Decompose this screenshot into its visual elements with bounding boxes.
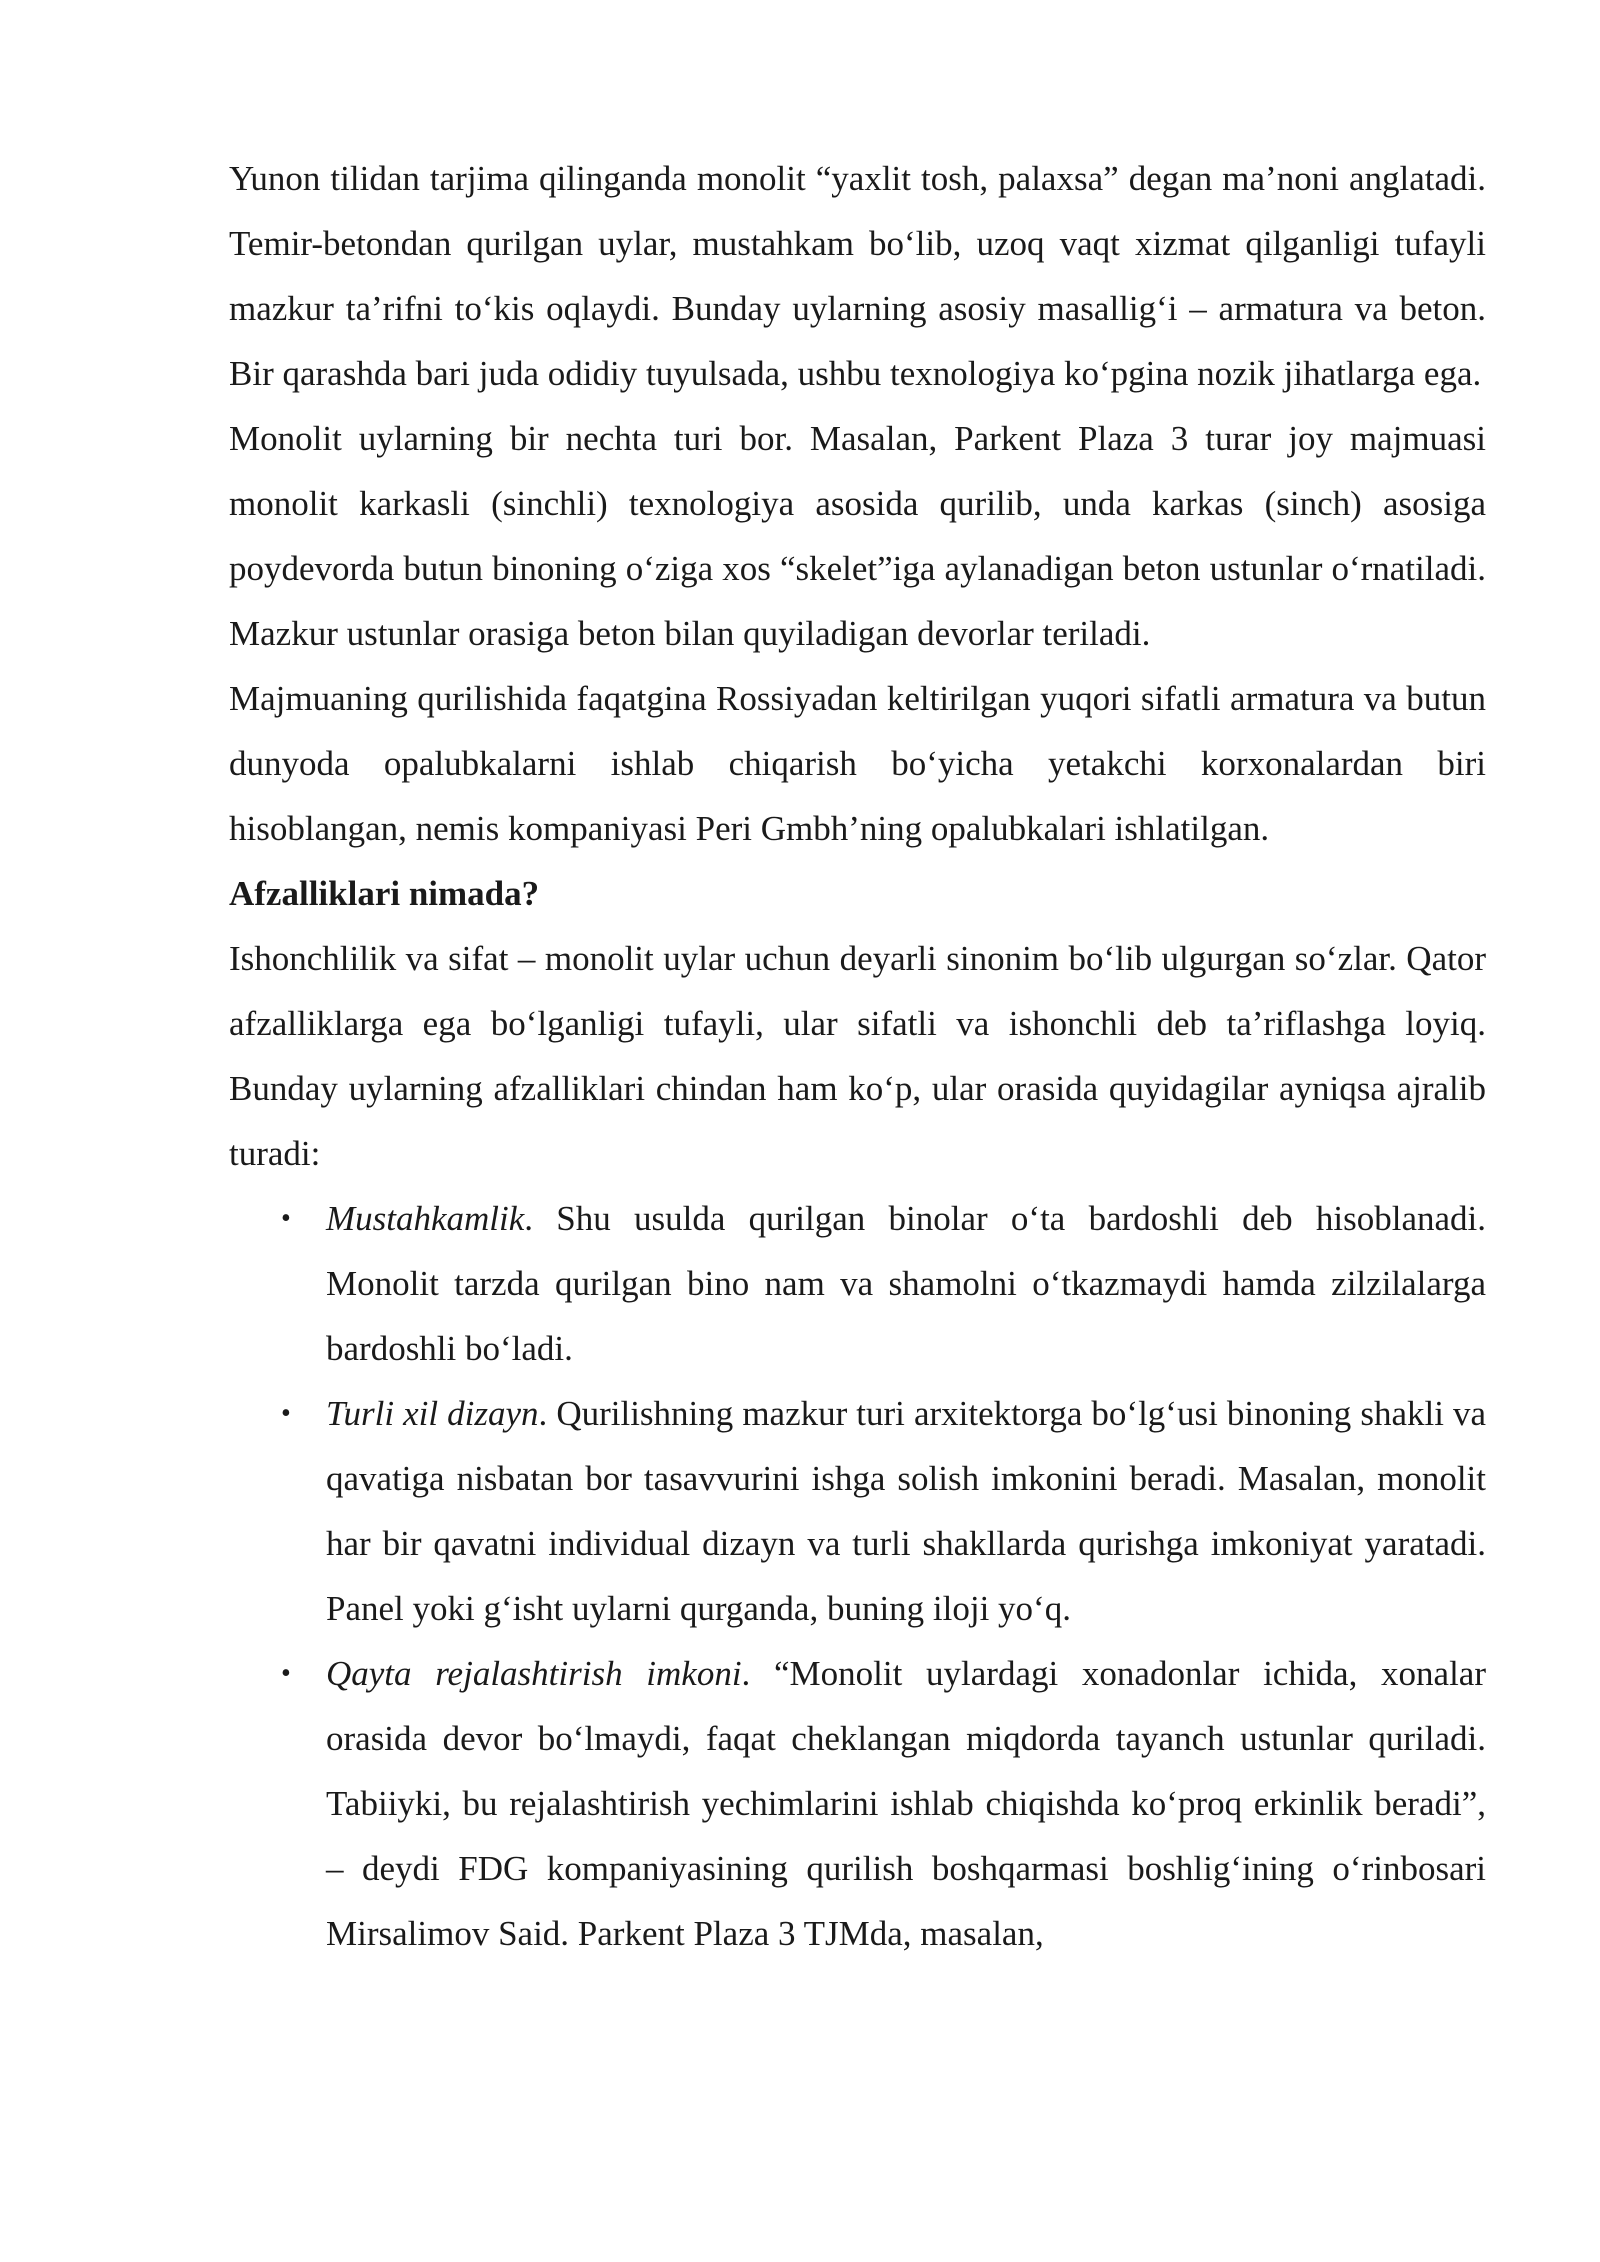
- paragraph-advantages-intro: Ishonchlilik va sifat – monolit uylar uchun deyarli sinonim bo‘lib ulgurgan so‘zlar. Qator afzalliklarga ega bo‘lganligi tufayli, ular sifatli va ishonchli deb ta’riflashga loyiq. Bunday uylarning afzalliklari chindan ham ko‘p, ular orasida quyidagilar ayniqsa ajralib turadi:: [229, 939, 1486, 1173]
- list-item-term: Mustahkamlik: [326, 1199, 525, 1238]
- bullet-icon: •: [281, 1658, 291, 1689]
- advantages-list: [229, 1186, 1486, 1966]
- paragraph-materials: Majmuaning qurilishida faqatgina Rossiyadan keltirilgan yuqori sifatli armatura va butun dunyoda opalubkalarni ishlab chiqarish bo‘yicha yetakchi korxonalardan biri hisoblangan, nemis kompaniyasi Peri Gmbh’ning opalubkalari ishlatilgan.: [229, 679, 1486, 848]
- list-item-text: . “Monolit uylardagi xonadonlar ichida, xonalar orasida devor bo‘lmaydi, faqat cheklangan miqdorda tayanch ustunlar quriladi. Tabiiyki, bu rejalashtirish yechimlarini ishlab chiqishda ko‘proq erkinlik beradi”, – deydi FDG kompaniyasining qurilish boshqarmasi boshlig‘ining o‘rinbosari Mirsalimov Said. Parkent Plaza 3 TJMda, masalan,: [326, 1654, 1486, 1953]
- list-item: [229, 1641, 1486, 1966]
- paragraph-monolith-definition: Yunon tilidan tarjima qilinganda monolit “yaxlit tosh, palaxsa” degan ma’noni anglatadi. Temir-betondan qurilgan uylar, mustahkam bo‘lib, uzoq vaqt xizmat qilganligi tufayli mazkur ta’rifni to‘kis oqlaydi. Bunday uylarning asosiy masallig‘i – armatura va beton. Bir qarashda bari juda odidiy tuyulsada, ushbu texnologiya ko‘pgina nozik jihatlarga ega.: [229, 159, 1486, 393]
- bullet-icon: •: [281, 1203, 291, 1234]
- document-page: [229, 146, 1486, 1966]
- list-item-text: . Shu usulda qurilgan binolar o‘ta bardoshli deb hisoblanadi. Monolit tarzda qurilgan bino nam va shamolni o‘tkazmaydi hamda zilzilalarga bardoshli bo‘ladi.: [326, 1199, 1486, 1368]
- list-item-term: Turli xil dizayn: [326, 1394, 539, 1433]
- list-item-term: Qayta rejalashtirish imkoni: [326, 1654, 742, 1693]
- bullet-icon: •: [281, 1398, 291, 1429]
- list-item-text: . Qurilishning mazkur turi arxitektorga bo‘lg‘usi binoning shakli va qavatiga nisbatan bor tasavvurini ishga solish imkonini beradi. Masalan, monolit har bir qavatni individual dizayn va turli shakllarda qurishga imkoniyat yaratadi. Panel yoki g‘isht uylarni qurganda, buning iloji yo‘q.: [326, 1394, 1487, 1628]
- list-item: [229, 1186, 1486, 1381]
- paragraph-monolith-types: Monolit uylarning bir nechta turi bor. Masalan, Parkent Plaza 3 turar joy majmuasi monolit karkasli (sinchli) texnologiya asosida qurilib, unda karkas (sinch) asosiga poydevorda butun binoning o‘ziga xos “skelet”iga aylanadigan beton ustunlar o‘rnatiladi. Mazkur ustunlar orasiga beton bilan quyiladigan devorlar teriladi.: [229, 419, 1486, 653]
- list-item: [229, 1381, 1486, 1641]
- section-heading-advantages: Afzalliklari nimada?: [229, 874, 540, 913]
